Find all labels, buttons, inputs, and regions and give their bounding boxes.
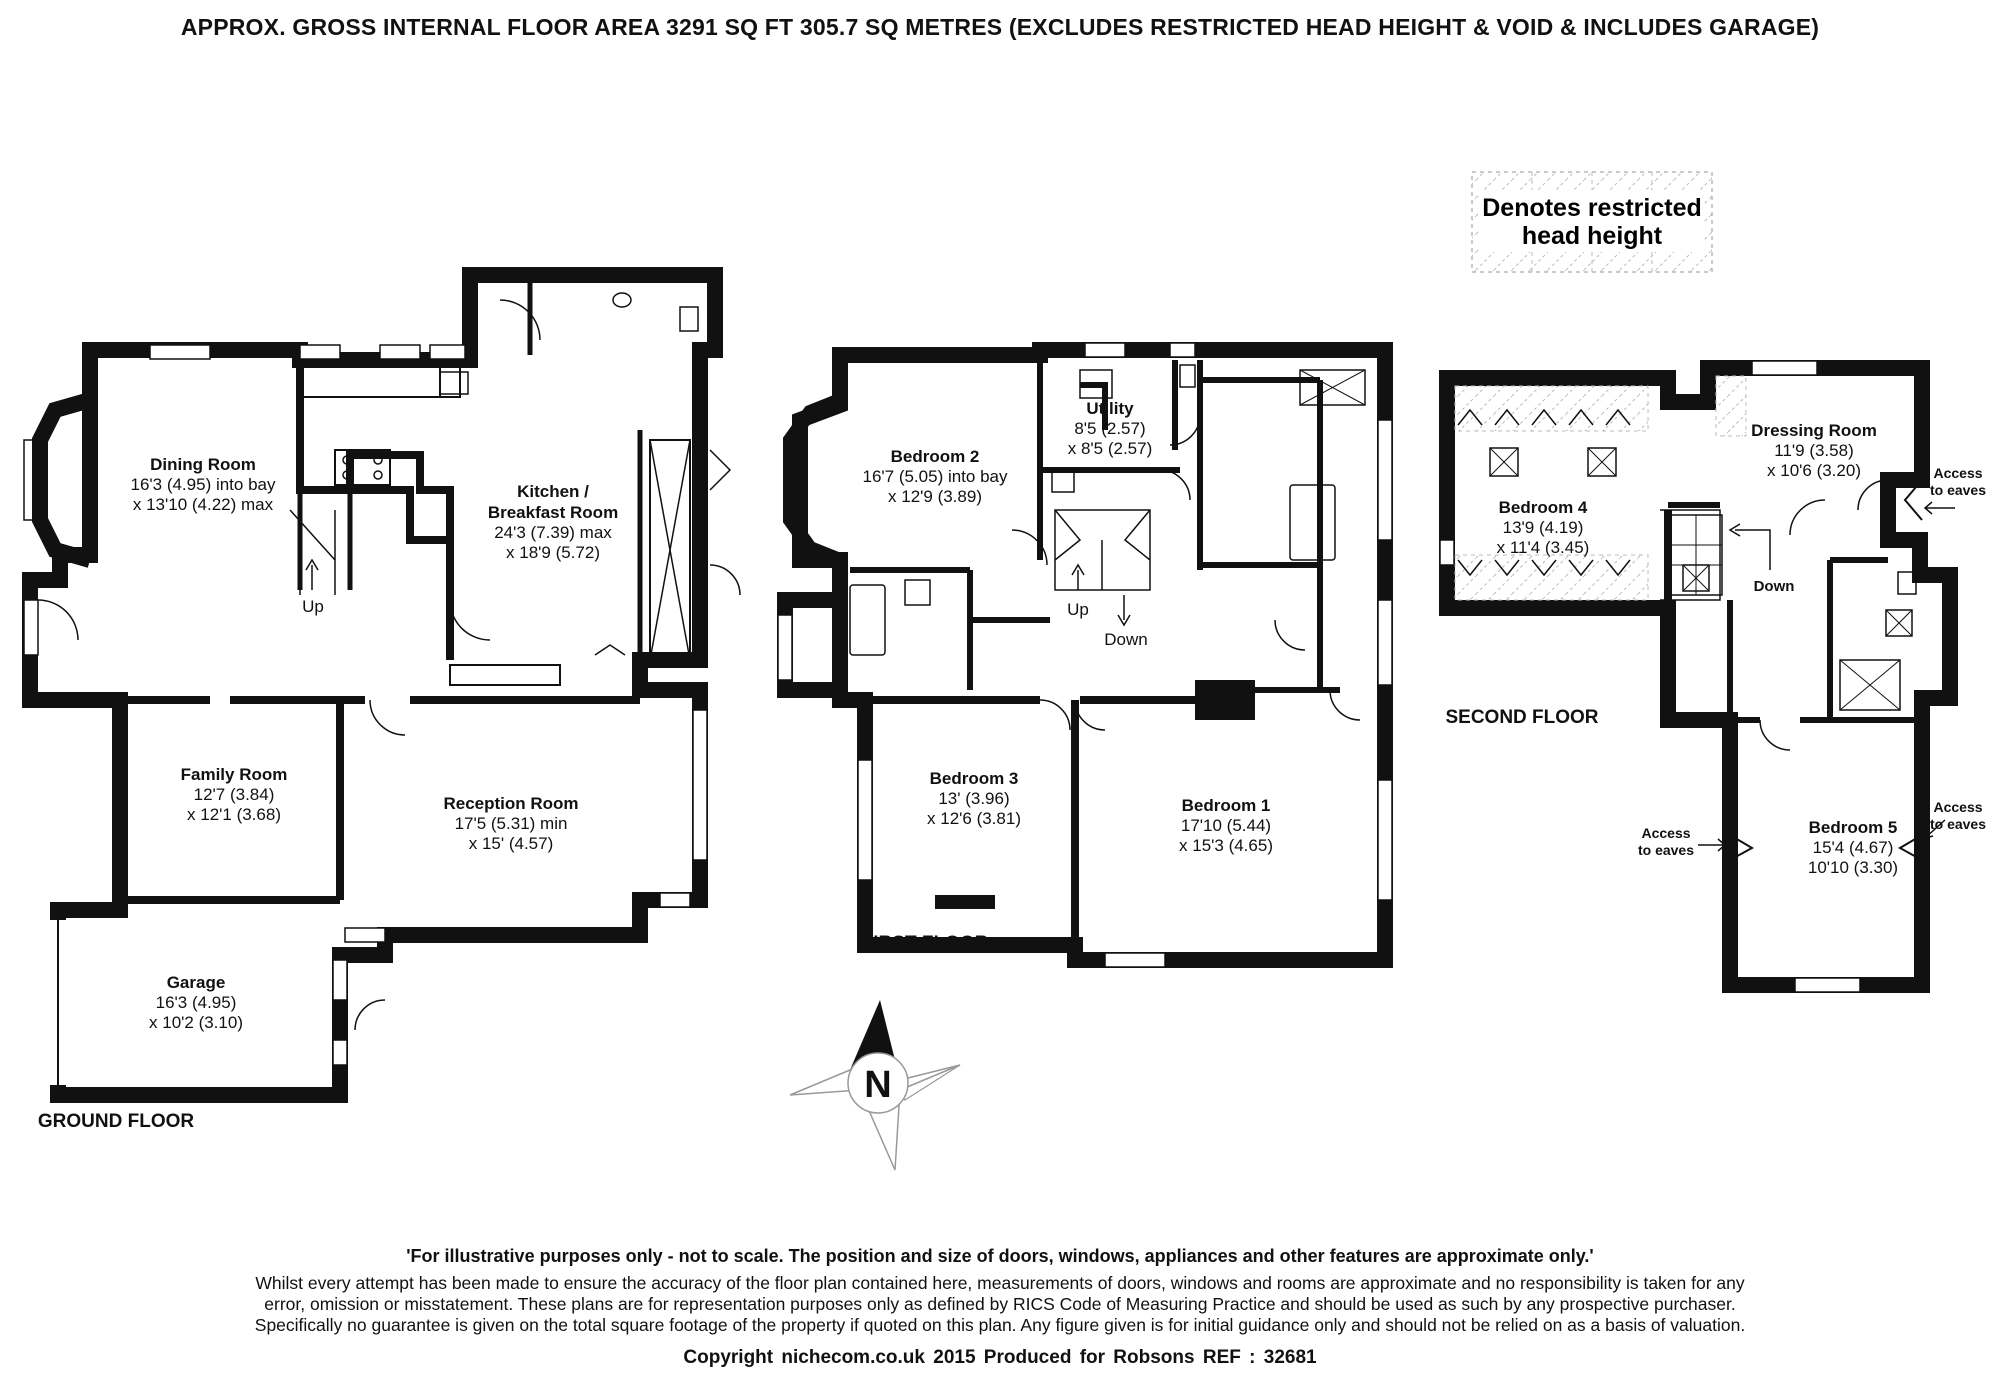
eaves-access-1-line1: Access (1933, 465, 1983, 481)
bedroom5-dim2: 10'10 (3.30) (1807, 858, 1899, 877)
utility-name: Utility (1086, 399, 1134, 418)
copyright-line: Copyright nichecom.co.uk 2015 Produced for Robsons REF : 32681 (683, 1347, 1317, 1368)
bedroom3-name: Bedroom 3 (929, 769, 1019, 788)
stairs-down-first: Down (1104, 630, 1148, 649)
bedroom5-dim1: 15'4 (4.67) (1812, 838, 1894, 857)
family-room-dim2: x 12'1 (3.68) (187, 805, 281, 824)
legend-line-2: head height (1521, 222, 1663, 250)
bedroom2-name: Bedroom 2 (890, 447, 980, 466)
dressing-room-dim2: x 10'6 (3.20) (1767, 461, 1861, 480)
utility-dim1: 8'5 (2.57) (1074, 419, 1146, 438)
reception-room-name: Reception Room (443, 794, 579, 813)
utility-dim2: x 8'5 (2.57) (1067, 439, 1153, 458)
bedroom1-name: Bedroom 1 (1181, 796, 1271, 815)
north-compass-icon (790, 1000, 960, 1170)
compass-n-letter: N (864, 1064, 892, 1106)
reception-room-dim2: x 15' (4.57) (468, 834, 554, 853)
bedroom1-dim2: x 15'3 (4.65) (1179, 836, 1273, 855)
eaves-access-1-line2: to eaves (1929, 482, 1987, 498)
bedroom1-dim1: 17'10 (5.44) (1180, 816, 1272, 835)
kitchen-dim2: x 18'9 (5.72) (506, 543, 600, 562)
ground-floor-label: GROUND FLOOR (37, 1111, 195, 1132)
eaves-access-2-line1: Access (1933, 799, 1983, 815)
legend-restricted-head-height (1472, 172, 1712, 272)
kitchen-dim1: 24'3 (7.39) max (494, 523, 612, 542)
gross-area-title: APPROX. GROSS INTERNAL FLOOR AREA 3291 SQ FT 305.7 SQ METRES (EXCLUDES RESTRICTED HEAD HEIGHT & VOID & INCLUDES GARAGE) (180, 14, 1820, 40)
bedroom2-dim1: 16'7 (5.05) into bay (862, 467, 1008, 486)
first-floor-label: FIRST FLOOR (861, 933, 989, 954)
garage-dim1: 16'3 (4.95) (155, 993, 237, 1012)
second-floor-plan (1440, 360, 1955, 992)
stairs-up-first: Up (1067, 600, 1089, 619)
kitchen-name-1: Kitchen / (517, 482, 589, 501)
kitchen-name-2: Breakfast Room (487, 503, 619, 522)
dressing-room-dim1: 11'9 (3.58) (1774, 441, 1854, 460)
bedroom2-dim2: x 12'9 (3.89) (888, 487, 982, 506)
illustrative-disclaimer: 'For illustrative purposes only - not to scale. The position and size of doors, windows, appliances and other features are approximate only.' (406, 1246, 1594, 1266)
dressing-room-name: Dressing Room (1751, 421, 1877, 440)
stairs-down-second: Down (1753, 578, 1795, 595)
reception-room-dim1: 17'5 (5.31) min (454, 814, 568, 833)
accuracy-disclaimer (200, 1273, 1800, 1336)
bedroom4-dim1: 13'9 (4.19) (1502, 518, 1584, 537)
bedroom3-dim1: 13' (3.96) (938, 789, 1010, 808)
garage-name: Garage (166, 973, 226, 992)
dining-room-name: Dining Room (150, 455, 256, 474)
second-floor-labels (1445, 421, 1986, 877)
ground-floor-plan (24, 275, 740, 1095)
eaves-access-3-line1: Access (1641, 825, 1691, 841)
bedroom4-dim2: x 11'4 (3.45) (1496, 538, 1590, 557)
legend-line-1: Denotes restricted (1482, 194, 1702, 222)
bedroom4-name: Bedroom 4 (1498, 498, 1588, 517)
disclaimer-line-1: Whilst every attempt has been made to ensure the accuracy of the floor plan contained here, measurements of doors, windows and rooms are approximate and no responsibility is taken for any (255, 1273, 1745, 1293)
stairs-up-ground: Up (302, 597, 324, 616)
eaves-access-3-line2: to eaves (1637, 842, 1695, 858)
bedroom5-name: Bedroom 5 (1808, 818, 1898, 837)
disclaimer-line-3: Specifically no guarantee is given on the total square footage of the property if quoted on this plan. Any figure given is for initial guidance only and should not be relied on as a basis of valuation. (254, 1315, 1746, 1335)
family-room-dim1: 12'7 (3.84) (193, 785, 275, 804)
dining-room-dim1: 16'3 (4.95) into bay (130, 475, 276, 494)
disclaimer-line-2: error, omission or misstatement. These plans are for representation purposes only as defined by RICS Code of Measuring Practice and should be used as such by any prospective purchaser. (264, 1294, 1736, 1314)
garage-dim2: x 10'2 (3.10) (149, 1013, 243, 1032)
family-room-name: Family Room (180, 765, 288, 784)
eaves-access-2-line2: to eaves (1929, 816, 1987, 832)
second-floor-label: SECOND FLOOR (1445, 707, 1599, 728)
bedroom3-dim2: x 12'6 (3.81) (927, 809, 1021, 828)
dining-room-dim2: x 13'10 (4.22) max (132, 495, 274, 514)
first-floor-labels (862, 399, 1273, 954)
